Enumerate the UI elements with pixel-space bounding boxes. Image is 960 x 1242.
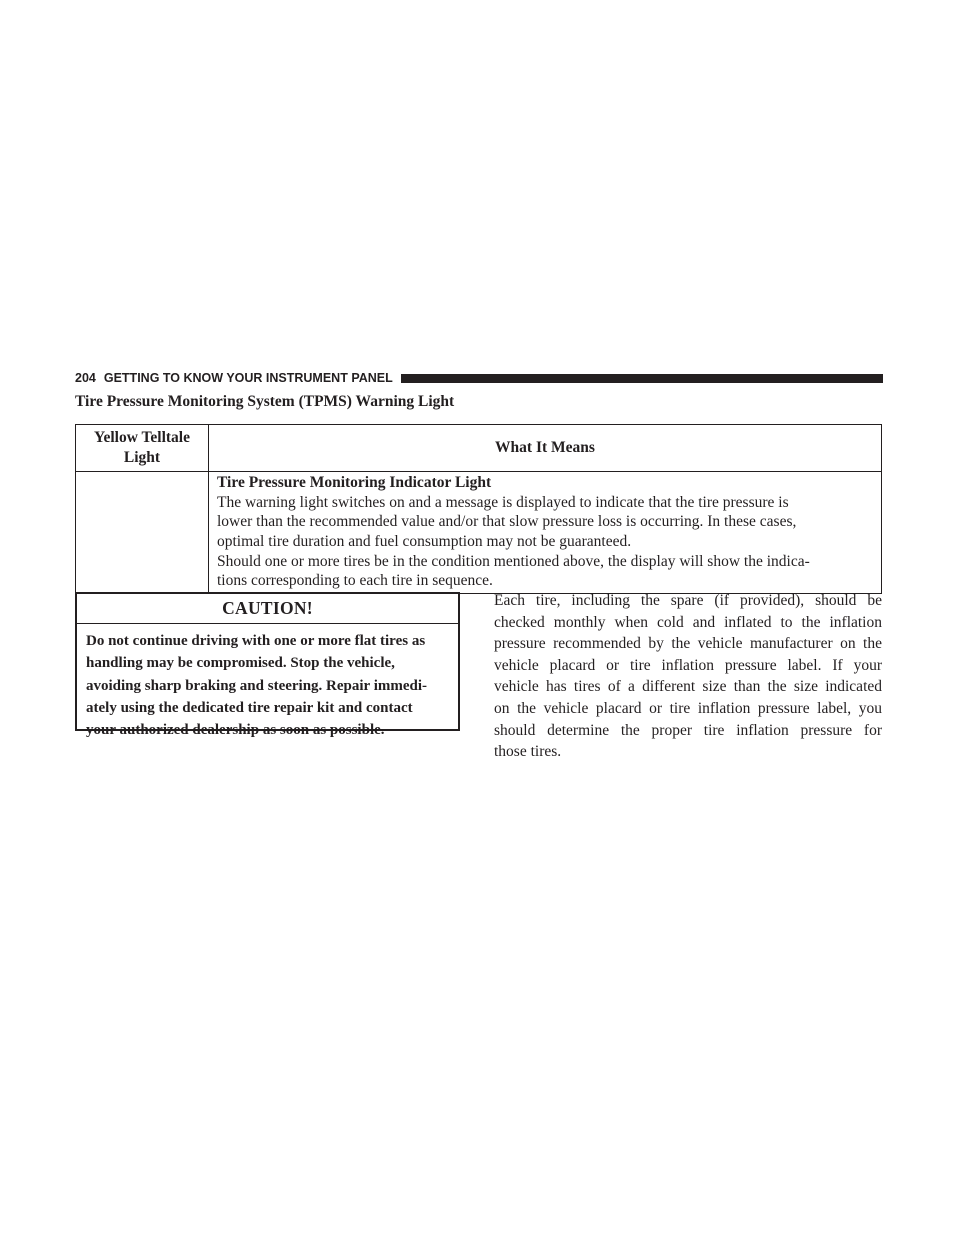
body-line: on the vehicle placard or tire inflation pressure label, you [494,699,882,717]
caution-line: handling may be compromised. Stop the vehicle, [86,655,395,672]
caution-text [77,624,458,741]
column-header-line: Yellow Telltale [93,429,190,446]
page-header [75,370,883,386]
section-title: GETTING TO KNOW YOUR INSTRUMENT PANEL [103,371,393,385]
tpms-table [75,424,882,594]
meaning-line: Should one or more tires be in the condition mentioned above, the display will show the indica- [217,552,810,570]
body-line: vehicle has tires of a different size than the size indicated [494,678,882,696]
caution-title: CAUTION! [77,594,458,624]
header-rule [401,374,883,383]
page-number: 204 [75,371,96,385]
caution-box [75,592,460,739]
body-line: should determine the proper tire inflation pressure for [494,721,882,739]
meaning-line: lower than the recommended value and/or that slow pressure loss is occurring. In these cases, [217,513,797,531]
caution-line: avoiding sharp braking and steering. Repair immedi- [86,677,428,694]
telltale-icon-cell [76,472,209,594]
meaning-line: The warning light switches on and a message is displayed to indicate that the tire pressure is [217,493,789,511]
column-header-telltale [76,425,209,472]
table-row [76,472,882,594]
caution-line: ately using the dedicated tire repair kit and contact [86,699,413,716]
body-paragraph [494,590,882,763]
meaning-line: optimal tire duration and fuel consumption may not be guaranteed. [217,532,632,550]
caution-line: your authorized dealership as soon as possible. [86,722,385,739]
table-header-row [76,425,882,472]
column-header-line: Light [123,448,161,466]
caution-line: Do not continue driving with one or more flat tires as [86,633,426,649]
meaning-line: tions corresponding to each tire in sequence. [217,572,493,590]
indicator-title: Tire Pressure Monitoring Indicator Light [217,474,492,492]
column-header-meaning: What It Means [209,425,882,472]
body-line: vehicle placard or tire inflation pressure label. If your [494,656,882,674]
meaning-cell [209,472,882,594]
section-heading: Tire Pressure Monitoring System (TPMS) Warning Light [75,393,455,410]
body-line: pressure recommended by the vehicle manufacturer on the [494,635,882,653]
body-line: Each tire, including the spare (if provided), should be [494,592,882,609]
body-line: those tires. [494,743,562,761]
body-line: checked monthly when cold and inflated to the inflation [494,613,882,631]
